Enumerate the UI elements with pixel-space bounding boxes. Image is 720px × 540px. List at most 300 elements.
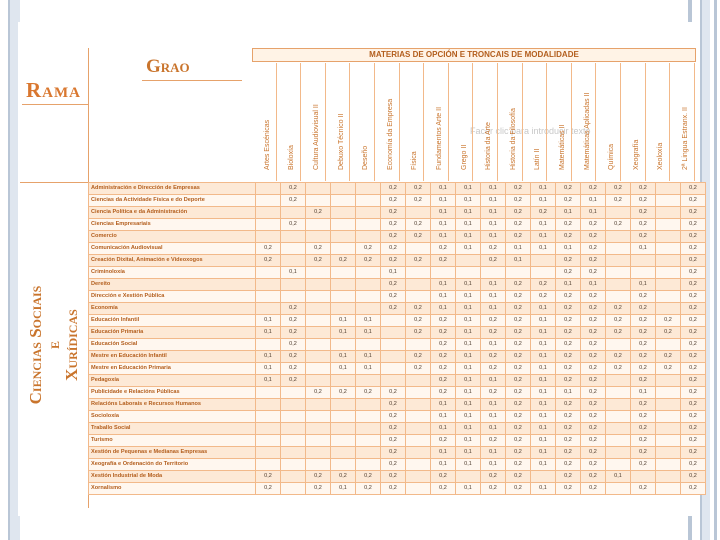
weight-cell: 0,1 [506,255,531,267]
degree-name: Educación Primaria [89,327,256,339]
weight-cell: 0,1 [431,399,456,411]
weight-cell: 0,1 [356,351,381,363]
weight-cell [631,471,656,483]
weight-cell [331,243,356,255]
weight-cell: 0,2 [581,435,606,447]
weight-cell: 0,2 [581,387,606,399]
weight-cell [256,231,281,243]
weight-cell: 0,2 [506,435,531,447]
subject-header [350,63,375,181]
weight-cell: 0,2 [631,435,656,447]
weight-cell [606,411,631,423]
weight-cell: 0,2 [306,471,331,483]
weight-cell [331,447,356,459]
weight-cell [331,231,356,243]
weight-cell: 0,2 [506,339,531,351]
weight-cell [356,183,381,195]
subject-header-label: Grego II [460,144,468,170]
weight-cell: 0,2 [681,231,706,243]
weight-cell [256,399,281,411]
weight-cell [256,411,281,423]
weight-cell: 0,2 [556,483,581,495]
weight-cell: 0,1 [481,219,506,231]
table-row [89,327,706,339]
weight-cell: 0,2 [406,255,431,267]
weight-cell [606,267,631,279]
weight-cell [256,183,281,195]
weight-cell: 0,2 [281,327,306,339]
degree-name: Economía [89,303,256,315]
weight-cell: 0,2 [506,411,531,423]
weight-cell: 0,2 [606,351,631,363]
weight-cell [256,219,281,231]
weight-cell: 0,1 [431,423,456,435]
weight-cell: 0,2 [406,183,431,195]
weight-cell [356,423,381,435]
weight-cell [381,351,406,363]
weight-cell: 0,2 [681,423,706,435]
weight-cell: 0,1 [481,183,506,195]
weight-cell: 0,2 [681,279,706,291]
weight-cell: 0,2 [631,483,656,495]
table-row [89,279,706,291]
weight-cell: 0,1 [531,351,556,363]
subject-header [400,63,425,181]
table-row [89,339,706,351]
weight-cell: 0,1 [456,339,481,351]
weight-cell: 0,1 [456,279,481,291]
weight-cell: 0,1 [481,411,506,423]
weight-cell [456,267,481,279]
weight-cell: 0,1 [481,423,506,435]
weight-cell: 0,2 [306,255,331,267]
weight-cell: 0,2 [531,291,556,303]
weight-cell: 0,2 [556,399,581,411]
weight-cell [306,435,331,447]
weight-cell: 0,1 [481,339,506,351]
weight-cell [356,411,381,423]
weight-cell: 0,2 [681,243,706,255]
weight-cell [356,303,381,315]
weight-cell: 0,2 [381,291,406,303]
weight-cell: 0,2 [556,363,581,375]
weight-cell [381,375,406,387]
weight-cell [656,243,681,255]
weight-cell [331,339,356,351]
weight-cell: 0,2 [431,351,456,363]
weight-cell: 0,2 [581,231,606,243]
weight-cell: 0,2 [631,351,656,363]
weight-cell [381,339,406,351]
category-line-3: Xurídicas [62,309,81,381]
weight-cell [456,471,481,483]
weight-cell [356,267,381,279]
weight-cell [306,267,331,279]
weight-cell [256,339,281,351]
weight-cell: 0,1 [531,387,556,399]
weight-cell: 0,2 [356,471,381,483]
weight-cell: 0,2 [531,207,556,219]
weight-cell: 0,2 [581,291,606,303]
weight-cell [531,471,556,483]
weight-cell: 0,1 [631,279,656,291]
weight-cell: 0,1 [356,315,381,327]
weight-cell [531,255,556,267]
subject-header-label: Deseño [362,145,370,170]
weight-cell: 0,1 [531,183,556,195]
category-line-2: e [44,341,63,350]
rama-underline [22,104,88,105]
weight-cell: 0,1 [556,279,581,291]
weight-cell [606,243,631,255]
weight-cell: 0,2 [681,291,706,303]
weight-cell [406,435,431,447]
weight-cell [256,459,281,471]
weight-cell [281,387,306,399]
weight-cell: 0,2 [506,387,531,399]
weight-cell [406,399,431,411]
subject-header-label: Matemáticas II [558,124,566,170]
weight-cell [356,279,381,291]
subject-header [301,63,326,181]
weight-cell: 0,1 [606,471,631,483]
weight-cell [356,447,381,459]
weight-cell: 0,1 [431,219,456,231]
degree-name: Xornalismo [89,483,256,495]
weight-cell: 0,2 [681,471,706,483]
subject-header-label: 2ª Lingua Estranx. II [681,107,689,170]
weight-cell: 0,2 [331,387,356,399]
subject-header [424,63,449,181]
weight-cell [356,399,381,411]
weight-cell: 0,2 [581,243,606,255]
weight-cell: 0,2 [506,351,531,363]
weight-cell: 0,2 [631,339,656,351]
weight-cell [256,267,281,279]
weight-cell: 0,2 [606,219,631,231]
weight-cell [306,231,331,243]
degree-name: Educación Infantil [89,315,256,327]
weight-cell [306,327,331,339]
weight-cell: 0,1 [456,399,481,411]
weight-cell: 0,2 [681,219,706,231]
weight-cell: 0,2 [431,255,456,267]
weight-cell: 0,2 [431,315,456,327]
weight-cell: 0,1 [481,195,506,207]
weight-cell: 0,2 [381,447,406,459]
weight-cell [406,387,431,399]
weight-cell: 0,2 [681,435,706,447]
weight-cell [606,459,631,471]
weight-cell: 0,2 [506,219,531,231]
degree-name: Educación Social [89,339,256,351]
weight-cell [256,387,281,399]
weight-cell [306,339,331,351]
weight-cell [656,387,681,399]
subject-header [646,63,671,181]
subject-header-label: Historia da Arte [485,122,493,170]
weight-cell: 0,2 [281,219,306,231]
subject-header [473,63,498,181]
weight-cell [281,231,306,243]
subject-header-label: Latín II [534,148,542,170]
weights-table [88,182,706,495]
weight-cell: 0,1 [531,195,556,207]
weight-cell: 0,2 [506,447,531,459]
weight-cell: 0,1 [631,387,656,399]
weight-cell: 0,2 [631,447,656,459]
weight-cell: 0,2 [656,351,681,363]
weight-cell: 0,2 [381,303,406,315]
weight-cell [381,363,406,375]
weight-cell [281,255,306,267]
weight-cell [256,423,281,435]
weight-cell: 0,1 [431,195,456,207]
weight-cell [606,255,631,267]
weight-cell: 0,2 [581,447,606,459]
weight-cell: 0,1 [481,303,506,315]
weight-cell: 0,1 [531,483,556,495]
weight-cell: 0,2 [481,327,506,339]
weight-cell: 0,2 [431,471,456,483]
subject-header [621,63,646,181]
weight-cell [656,411,681,423]
subject-header-label: Debuxo Técnico II [337,113,345,170]
table-row [89,447,706,459]
weight-cell: 0,1 [356,327,381,339]
weight-cell: 0,2 [256,483,281,495]
weight-cell: 0,1 [456,435,481,447]
degree-name: Mestre en Educación Infantil [89,351,256,363]
weight-cell: 0,2 [581,315,606,327]
weight-cell [406,243,431,255]
weight-cell: 0,1 [531,219,556,231]
table-row [89,399,706,411]
table-row [89,363,706,375]
weight-cell: 0,1 [456,387,481,399]
weight-cell [281,471,306,483]
subject-header [498,63,523,181]
header-separator [20,182,90,183]
weight-cell: 0,2 [681,351,706,363]
weight-cell: 0,1 [431,231,456,243]
weight-cell [606,423,631,435]
weight-cell: 0,2 [581,303,606,315]
subjects-header: MATERIAS DE OPCIÓN E TRONCAIS DE MODALIDADE [252,48,696,62]
weight-cell [281,411,306,423]
weight-cell: 0,2 [506,375,531,387]
weight-cell: 0,2 [681,303,706,315]
weight-cell: 0,2 [681,387,706,399]
weight-cell: 0,2 [481,255,506,267]
weight-cell: 0,1 [431,183,456,195]
weight-cell [606,387,631,399]
weight-cell: 0,2 [556,411,581,423]
weight-cell: 0,2 [281,303,306,315]
degree-name: Ciencias Empresariais [89,219,256,231]
weight-cell: 0,2 [631,219,656,231]
weight-cell: 0,1 [481,447,506,459]
weight-cell [356,339,381,351]
table-row [89,411,706,423]
weight-cell [456,255,481,267]
weight-cell: 0,1 [331,351,356,363]
weight-cell: 0,2 [506,315,531,327]
weight-cell: 0,2 [681,255,706,267]
weight-cell: 0,2 [631,231,656,243]
weight-cell: 0,1 [281,267,306,279]
weight-cell: 0,1 [381,267,406,279]
weight-cell [256,435,281,447]
weight-cell: 0,2 [406,303,431,315]
weight-cell [356,219,381,231]
degree-name: Mestre en Educación Primaria [89,363,256,375]
weight-cell: 0,2 [606,315,631,327]
weight-cell: 0,1 [481,375,506,387]
weight-cell [656,339,681,351]
degree-name: Publicidade e Relacións Públicas [89,387,256,399]
weight-cell [256,279,281,291]
weight-cell [331,459,356,471]
weight-cell: 0,1 [531,231,556,243]
table-row [89,231,706,243]
weight-cell: 0,2 [406,327,431,339]
weight-cell [406,447,431,459]
weight-cell [331,195,356,207]
table-row [89,195,706,207]
weight-cell [656,255,681,267]
weight-cell: 0,2 [581,411,606,423]
degree-name: Ciencia Política e da Administración [89,207,256,219]
weight-cell [306,447,331,459]
weight-cell [656,375,681,387]
placeholder-watermark[interactable]: Facer clic para introducir texto [470,126,591,136]
weight-cell: 0,2 [406,315,431,327]
weight-cell: 0,2 [556,447,581,459]
weight-cell: 0,2 [431,375,456,387]
weight-cell [306,423,331,435]
weight-cell [656,399,681,411]
weight-cell [281,423,306,435]
subject-header-label: Matemáticas Aplicadas II [583,92,591,170]
degree-name: Administración e Dirección de Empresas [89,183,256,195]
weight-cell: 0,2 [381,411,406,423]
subject-header [670,63,695,181]
weight-cell: 0,2 [481,483,506,495]
weight-cell [656,303,681,315]
table-row [89,315,706,327]
weight-cell: 0,2 [381,231,406,243]
weight-cell: 0,2 [431,327,456,339]
weight-cell: 0,2 [281,315,306,327]
weight-cell: 0,2 [581,339,606,351]
degree-name: Dereito [89,279,256,291]
weight-cell: 0,1 [431,411,456,423]
weight-cell [606,279,631,291]
table-row [89,267,706,279]
weight-cell: 0,1 [556,387,581,399]
weight-cell [406,207,431,219]
weight-cell [431,267,456,279]
weight-cell [406,471,431,483]
weight-cell: 0,2 [556,471,581,483]
weight-cell: 0,1 [431,303,456,315]
subject-header [277,63,302,181]
weight-cell [281,447,306,459]
weight-cell: 0,1 [456,351,481,363]
weight-cell [356,207,381,219]
weight-cell: 0,2 [581,363,606,375]
degree-name: Turismo [89,435,256,447]
weight-cell: 0,2 [431,363,456,375]
weight-cell: 0,1 [456,411,481,423]
weight-cell [331,183,356,195]
weight-cell [631,267,656,279]
weight-cell: 0,1 [331,327,356,339]
subject-header [449,63,474,181]
weight-cell: 0,2 [381,195,406,207]
weight-cell: 0,1 [456,447,481,459]
weight-cell: 0,1 [481,231,506,243]
weight-cell: 0,2 [381,471,406,483]
weight-cell: 0,2 [306,207,331,219]
weight-cell: 0,2 [381,243,406,255]
subject-header [523,63,548,181]
weight-cell: 0,2 [256,243,281,255]
weight-cell: 0,2 [606,183,631,195]
weight-cell: 0,2 [581,183,606,195]
weight-cell [281,207,306,219]
weight-cell: 0,2 [556,327,581,339]
weight-cell [656,279,681,291]
weight-cell: 0,2 [356,255,381,267]
weight-cell: 0,2 [631,423,656,435]
weight-cell [256,303,281,315]
table-row [89,435,706,447]
weight-cell: 0,2 [656,363,681,375]
weight-cell [406,423,431,435]
degree-name: Xeografía e Ordenación do Territorio [89,459,256,471]
weight-cell [656,435,681,447]
weight-cell: 0,2 [506,423,531,435]
degree-name: Socioloxía [89,411,256,423]
weight-cell: 0,1 [531,423,556,435]
subject-header-label: Historia da Filosofía [509,108,517,170]
weight-cell [306,399,331,411]
weight-cell: 0,2 [506,183,531,195]
weight-cell [406,339,431,351]
weight-cell: 0,1 [431,279,456,291]
weight-cell [606,231,631,243]
weight-cell [281,291,306,303]
weight-cell: 0,2 [431,243,456,255]
subject-header-label: Artes Escénicas [263,119,271,170]
weight-cell [481,267,506,279]
weight-cell: 0,1 [456,327,481,339]
weight-cell [656,471,681,483]
weight-cell: 0,1 [506,243,531,255]
weight-cell [281,435,306,447]
weight-cell: 0,1 [581,195,606,207]
weight-cell: 0,1 [456,423,481,435]
weight-cell: 0,1 [431,291,456,303]
weight-cell: 0,1 [531,399,556,411]
weight-cell [631,255,656,267]
weight-cell: 0,2 [556,231,581,243]
weight-cell: 0,2 [381,399,406,411]
weight-cell: 0,2 [381,423,406,435]
weight-cell: 0,1 [531,411,556,423]
